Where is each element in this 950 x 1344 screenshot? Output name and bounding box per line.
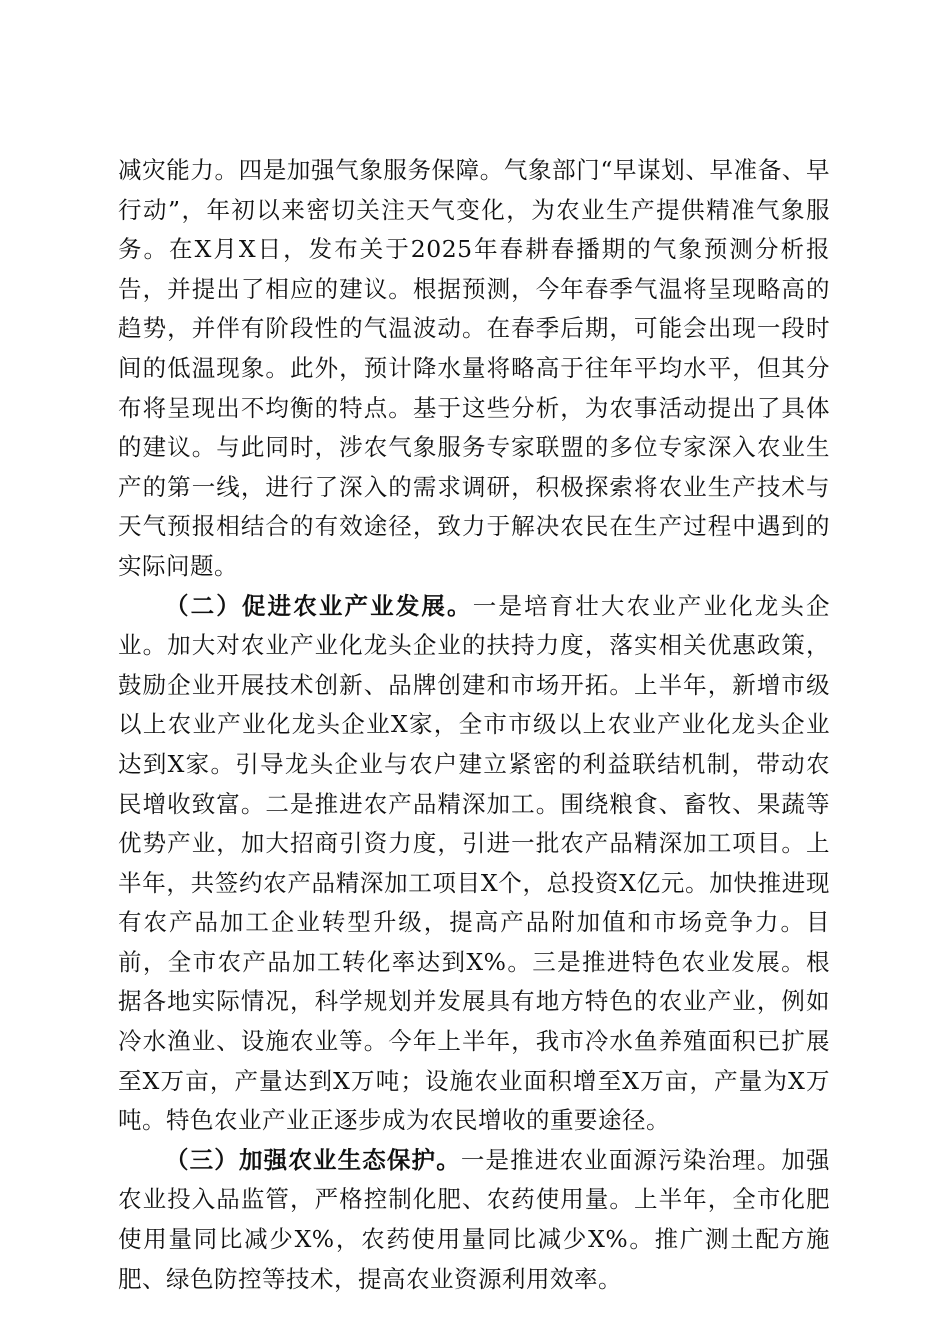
paragraph-1 [118,151,830,587]
paragraph-text: 一是培育壮大农业产业化龙头企业。加大对农业产业化龙头企业的扶持力度，落实相关优惠政策，鼓励企业开展技术创新、品牌创建和市场开拓。上半年，新增市级以上农业产业化龙头企业X家，全市市级以上农业产业化龙头企业达到X家。引导龙头企业与农户建立紧密的利益联结机制，带动农民增收致富。二是推进农产品精深加工。围绕粮食、畜牧、果蔬等优势产业，加大招商引资力度，引进一批农产品精深加工项目。上半年，共签约农产品精深加工项目X个，总投资X亿元。加快推进现有农产品加工企业转型升级，提高产品附加值和市场竞争力。目前，全市农产品加工转化率达到X%。三是推进特色农业发展。根据各地实际情况，科学规划并发展具有地方特色的农业产业，例如冷水渔业、设施农业等。今年上半年，我市冷水鱼养殖面积已扩展至X万亩，产量达到X万吨；设施农业面积增至X万亩，产量为X万吨。特色农业产业正逐步成为农民增收的重要途径。 [118,591,831,1135]
paragraph-3 [118,1141,830,1299]
document-body [118,151,830,1299]
section-heading-3: （三）加强农业生态保护。 [165,1145,461,1174]
paragraph-text: 一是推进农业面源污染治理。加强农业投入品监管，严格控制化肥、农药使用量。上半年，全市化肥使用量同比减少X%，农药使用量同比减少X%。推广测土配方施肥、绿色防控等技术，提高农业资源利用效率。 [118,1145,831,1293]
section-heading-2: （二）促进农业产业发展。 [165,591,473,620]
paragraph-text: 减灾能力。四是加强气象服务保障。气象部门“早谋划、早准备、早行动”，年初以来密切关注天气变化，为农业生产提供精准气象服务。在X月X日，发布关于2025年春耕春播期的气象预测分析报告，并提出了相应的建议。根据预测，今年春季气温将呈现略高的趋势，并伴有阶段性的气温波动。在春季后期，可能会出现一段时间的低温现象。此外，预计降水量将略高于往年平均水平，但其分布将呈现出不均衡的特点。基于这些分析，为农事活动提出了具体的建议。与此同时，涉农气象服务专家联盟的多位专家深入农业生产的第一线，进行了深入的需求调研，积极探索将农业生产技术与天气预报相结合的有效途径，致力于解决农民在生产过程中遇到的实际问题。 [118,156,830,580]
paragraph-2 [118,587,830,1141]
